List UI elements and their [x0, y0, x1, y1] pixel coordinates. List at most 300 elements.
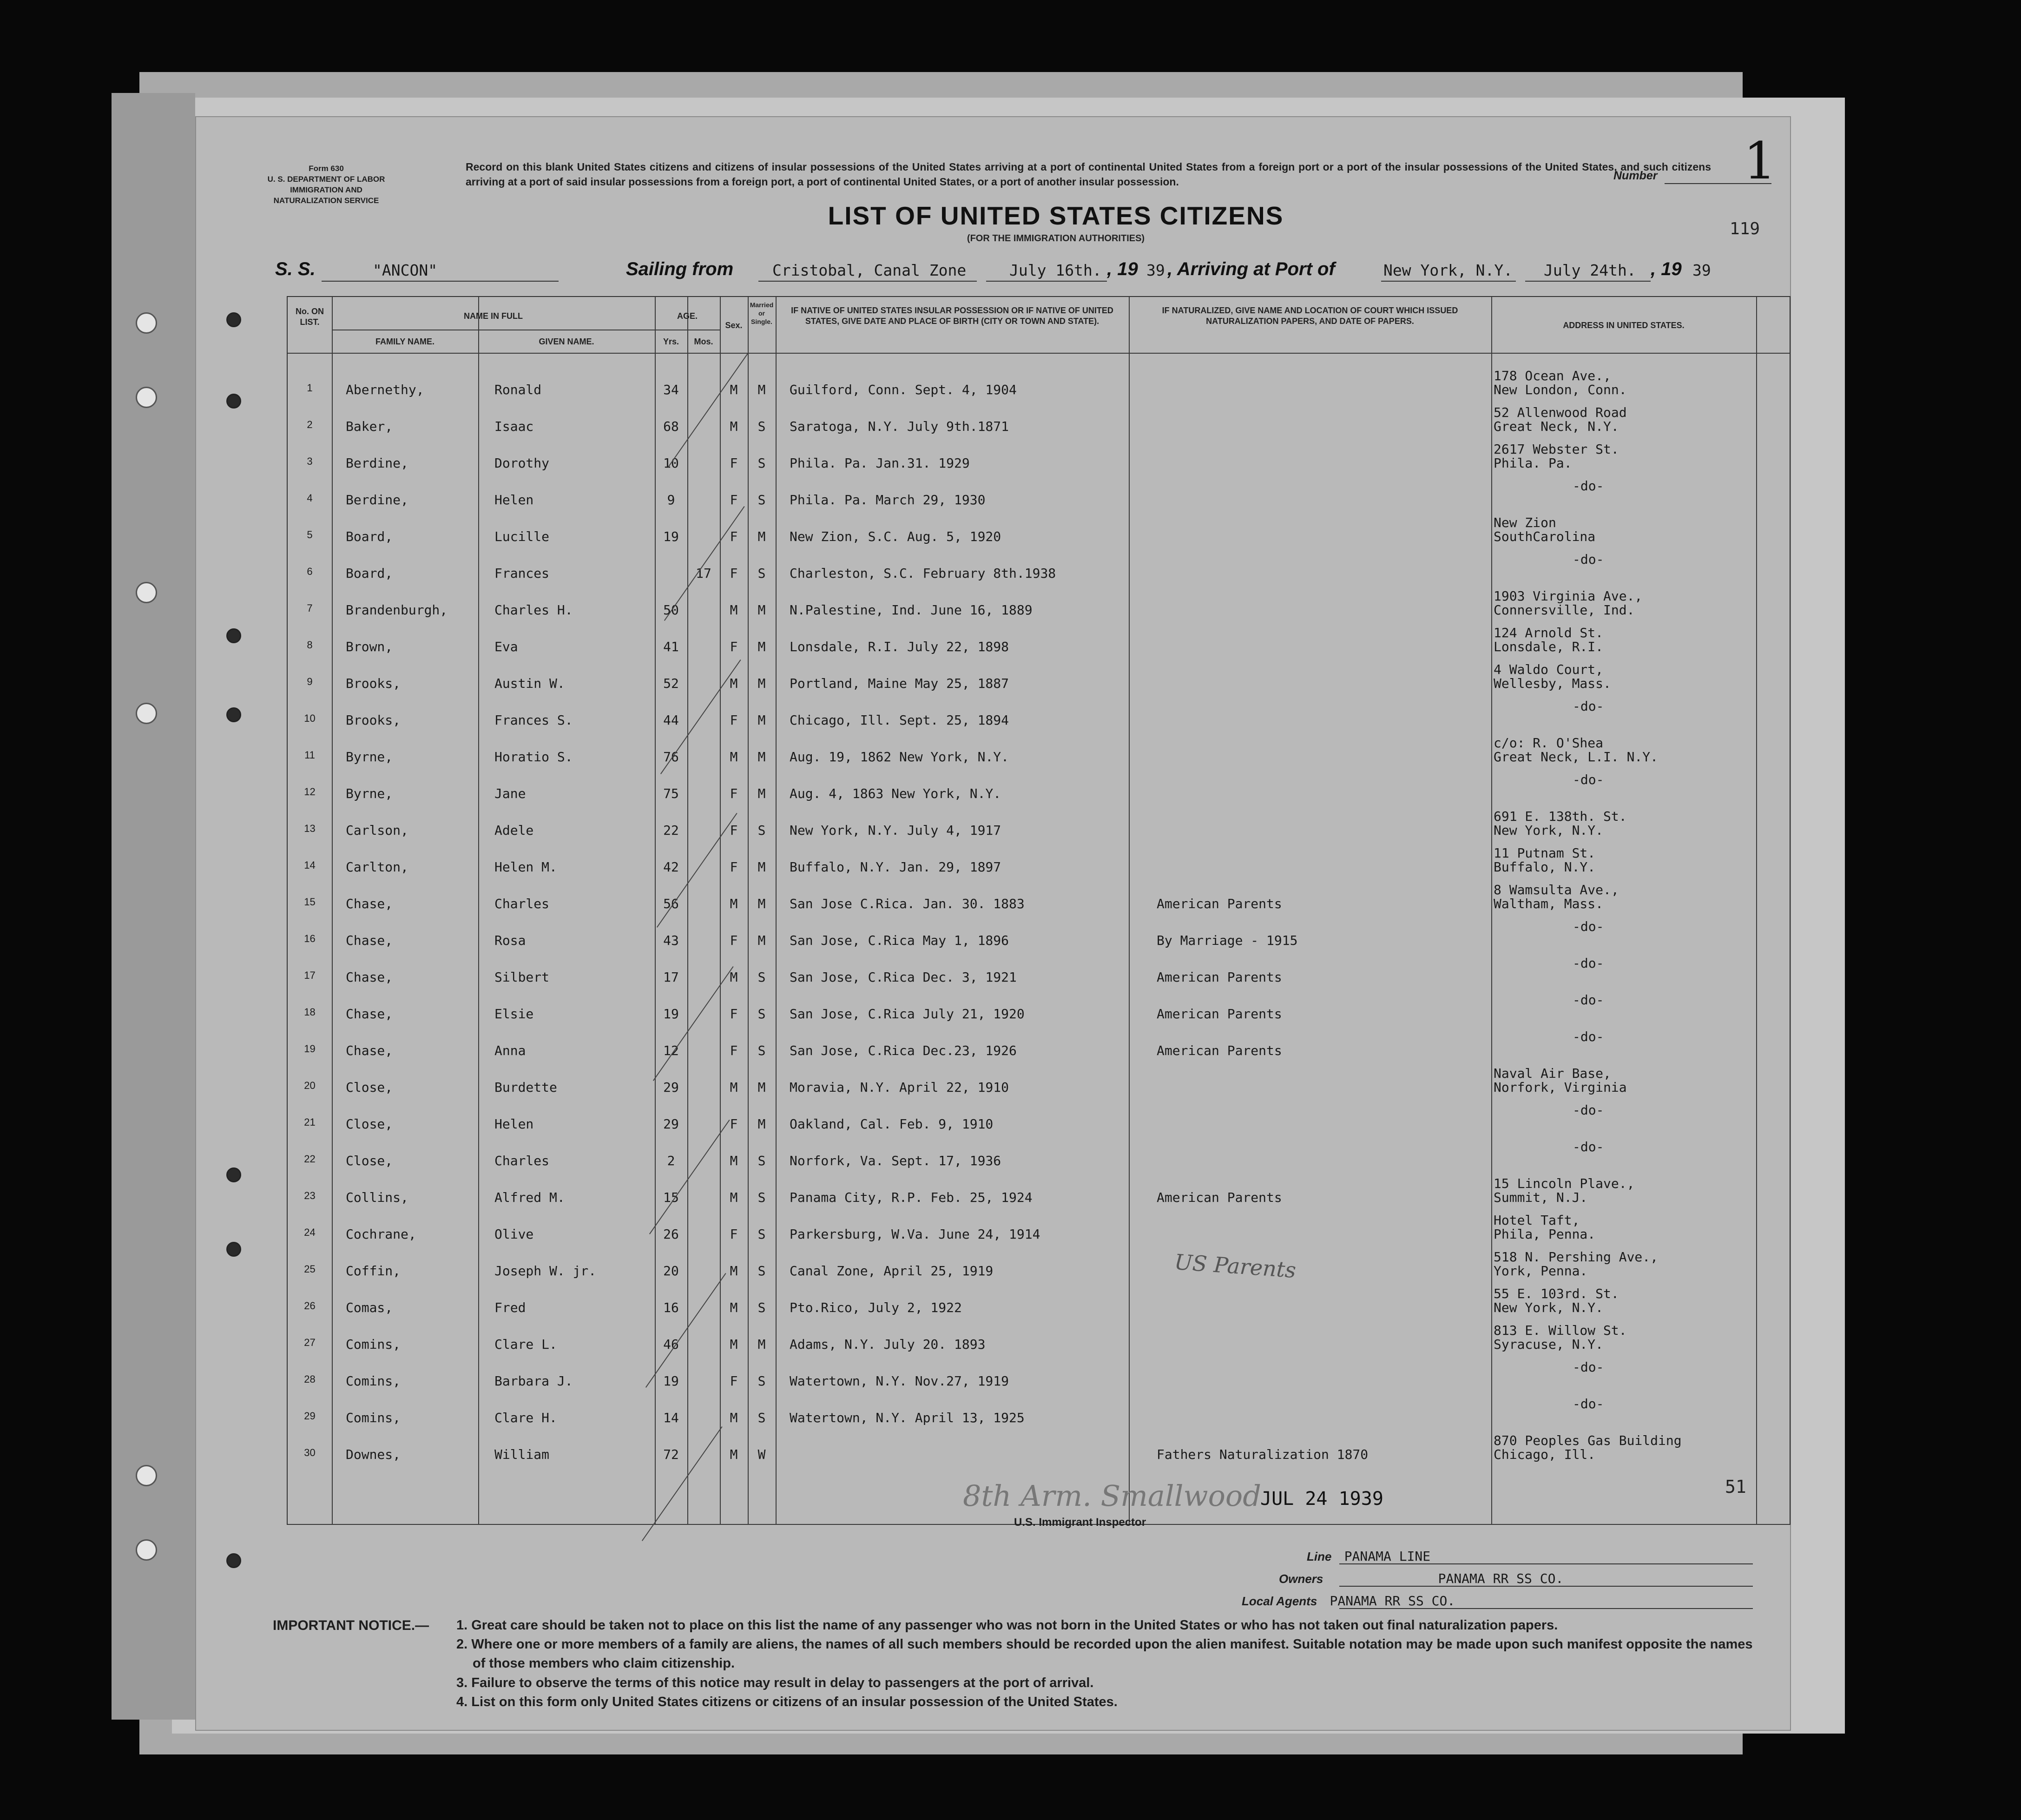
- header-no: No. ON LIST.: [296, 307, 324, 327]
- row-number: 23: [304, 1190, 316, 1201]
- given-name: Helen M.: [494, 859, 557, 875]
- birth-place-date: Watertown, N.Y. April 13, 1925: [790, 1410, 1025, 1425]
- address: [1494, 1434, 1754, 1462]
- age-years: 34: [663, 382, 679, 397]
- birth-place-date: Phila. Pa. March 29, 1930: [790, 492, 986, 508]
- age-years: 16: [663, 1300, 679, 1315]
- address-line-2: Summit, N.J.: [1494, 1190, 1588, 1206]
- punch-hole: [136, 582, 157, 603]
- address-line-1: 124 Arnold St.: [1494, 625, 1604, 640]
- birth-place-date: Pto.Rico, July 2, 1922: [790, 1300, 962, 1315]
- check-mark: [649, 1120, 730, 1234]
- row-number: 8: [307, 639, 313, 651]
- marital-status: S: [757, 1373, 766, 1389]
- birth-place-date: Parkersburg, W.Va. June 24, 1914: [790, 1227, 1040, 1242]
- address-line-2: -do-: [1573, 699, 1604, 714]
- address-line-2: -do-: [1573, 919, 1604, 934]
- sex: M: [730, 1410, 738, 1425]
- address-line-2: -do-: [1573, 552, 1604, 567]
- sex: F: [730, 492, 738, 508]
- address: [1494, 1250, 1754, 1278]
- important-notice: [273, 1616, 1760, 1712]
- address-line-2: Waltham, Mass.: [1494, 896, 1604, 912]
- given-name: Joseph W. jr.: [494, 1263, 597, 1279]
- sex: M: [730, 749, 738, 765]
- sailing-label: Sailing from: [626, 259, 734, 279]
- address: [1494, 1177, 1754, 1205]
- naturalization: American Parents: [1157, 1190, 1282, 1205]
- age-years: 19: [663, 1373, 679, 1389]
- family-name: Close,: [346, 1116, 393, 1132]
- birth-place-date: Adams, N.Y. July 20. 1893: [790, 1337, 986, 1352]
- address-line-2: -do-: [1573, 1139, 1604, 1154]
- sex: F: [730, 712, 738, 728]
- row-number: 14: [304, 859, 316, 871]
- agents-info: [1242, 1593, 1455, 1609]
- address-line-1: c/o: R. O'Shea: [1494, 735, 1604, 751]
- punch-hole: [226, 1167, 241, 1182]
- address: [1494, 1287, 1754, 1315]
- arrival-date: July 24th.: [1544, 261, 1636, 279]
- punch-hole: [136, 387, 157, 408]
- family-name: Baker,: [346, 419, 393, 434]
- address-line-2: SouthCarolina: [1494, 529, 1596, 545]
- sex: F: [730, 1043, 738, 1058]
- family-name: Chase,: [346, 933, 393, 948]
- header-mos: Mos.: [694, 337, 713, 346]
- address-line-1: 8 Wamsulta Ave.,: [1494, 882, 1619, 897]
- col-divider: [776, 297, 777, 1524]
- row-number: 28: [304, 1373, 316, 1385]
- given-name: William: [494, 1447, 550, 1462]
- address: [1494, 1067, 1754, 1095]
- marital-status: M: [757, 639, 766, 654]
- col-divider: [1129, 297, 1130, 1524]
- address: [1494, 516, 1754, 544]
- address: [1494, 883, 1754, 911]
- birth-place-date: San Jose, C.Rica Dec. 3, 1921: [790, 969, 1017, 985]
- naturalization: Fathers Naturalization 1870: [1157, 1447, 1369, 1462]
- handwritten-note: US Parents: [1173, 1249, 1297, 1283]
- address-line-1: Hotel Taft,: [1494, 1213, 1580, 1228]
- address-line-1: 691 E. 138th. St.: [1494, 809, 1627, 824]
- sex: F: [730, 1373, 738, 1389]
- marital-status: S: [757, 1410, 766, 1425]
- birth-place-date: Phila. Pa. Jan.31. 1929: [790, 455, 970, 471]
- owners-label: Owners: [1279, 1572, 1323, 1586]
- punch-hole: [136, 703, 157, 724]
- address: [1494, 589, 1754, 617]
- address: [1494, 1030, 1754, 1044]
- address: [1494, 369, 1754, 397]
- address: [1494, 920, 1754, 934]
- age-years: 22: [663, 823, 679, 838]
- family-name: Board,: [346, 529, 393, 544]
- family-name: Carlton,: [346, 859, 408, 875]
- family-name: Brown,: [346, 639, 393, 654]
- family-name: Comins,: [346, 1337, 401, 1352]
- age-years: 15: [663, 1190, 679, 1205]
- family-name: Chase,: [346, 969, 393, 985]
- address: [1494, 956, 1754, 970]
- sex: F: [730, 1006, 738, 1022]
- given-name: Olive: [494, 1227, 534, 1242]
- birth-place-date: Oakland, Cal. Feb. 9, 1910: [790, 1116, 994, 1132]
- address-line-1: 15 Lincoln Plave.,: [1494, 1176, 1635, 1191]
- birth-place-date: Canal Zone, April 25, 1919: [790, 1263, 994, 1279]
- punch-hole: [226, 312, 241, 327]
- birth-place-date: Buffalo, N.Y. Jan. 29, 1897: [790, 859, 1001, 875]
- marital-status: M: [757, 749, 766, 765]
- row-number: 16: [304, 933, 316, 944]
- birth-place-date: Norfork, Va. Sept. 17, 1936: [790, 1153, 1001, 1168]
- marital-status: M: [757, 676, 766, 691]
- birth-place-date: San Jose, C.Rica July 21, 1920: [790, 1006, 1025, 1022]
- birth-place-date: Charleston, S.C. February 8th.1938: [790, 566, 1056, 581]
- address: [1494, 406, 1754, 434]
- given-name: Ronald: [494, 382, 542, 397]
- given-name: Elsie: [494, 1006, 534, 1022]
- form-number: Form 630: [309, 164, 344, 173]
- given-name: Anna: [494, 1043, 526, 1058]
- age-years: 75: [663, 786, 679, 801]
- age-years: 20: [663, 1263, 679, 1279]
- address-line-2: -do-: [1573, 992, 1604, 1008]
- row-number: 15: [304, 896, 316, 908]
- address-line-2: Phila. Pa.: [1494, 455, 1572, 471]
- ship-name: "ANCON": [373, 261, 438, 279]
- address-line-2: Wellesby, Mass.: [1494, 676, 1611, 692]
- family-name: Close,: [346, 1080, 393, 1095]
- total-count: 51: [1725, 1477, 1746, 1497]
- check-mark: [668, 353, 749, 468]
- line-info: [1307, 1549, 1430, 1564]
- service-name: IMMIGRATION AND NATURALIZATION SERVICE: [273, 185, 379, 205]
- given-name: Alfred M.: [494, 1190, 565, 1205]
- address-line-1: Naval Air Base,: [1494, 1066, 1611, 1081]
- given-name: Rosa: [494, 933, 526, 948]
- page-title: LIST OF UNITED STATES CITIZENS: [828, 201, 1284, 230]
- row-number: 3: [307, 455, 313, 467]
- given-name: Helen: [494, 1116, 534, 1132]
- row-number: 26: [304, 1300, 316, 1312]
- address-line-2: Chicago, Ill.: [1494, 1447, 1596, 1463]
- address-line-2: Lonsdale, R.I.: [1494, 639, 1604, 655]
- departure-port: Cristobal, Canal Zone: [772, 261, 967, 279]
- line-value: PANAMA LINE: [1344, 1549, 1431, 1564]
- address: [1494, 773, 1754, 787]
- given-name: Charles: [494, 896, 550, 911]
- family-name: Cochrane,: [346, 1227, 416, 1242]
- given-name: Isaac: [494, 419, 534, 434]
- age-years: 46: [663, 1337, 679, 1352]
- marital-status: S: [757, 566, 766, 581]
- date-underline: [986, 281, 1107, 282]
- notice-label: IMPORTANT NOTICE.—: [273, 1618, 429, 1633]
- address-line-2: -do-: [1573, 1359, 1604, 1375]
- birth-place-date: San Jose C.Rica. Jan. 30. 1883: [790, 896, 1025, 911]
- age-years: 41: [663, 639, 679, 654]
- address: [1494, 699, 1754, 713]
- birth-place-date: Watertown, N.Y. Nov.27, 1919: [790, 1373, 1009, 1389]
- sex: M: [730, 1080, 738, 1095]
- address: [1494, 1213, 1754, 1241]
- birth-place-date: Aug. 19, 1862 New York, N.Y.: [790, 749, 1009, 765]
- row-number: 12: [304, 786, 316, 798]
- family-name: Brooks,: [346, 712, 401, 728]
- punch-hole: [226, 1553, 241, 1568]
- inspector-signature: 8th Arm. Smallwood: [963, 1479, 1261, 1513]
- age-years: 12: [663, 1043, 679, 1058]
- family-name: Downes,: [346, 1447, 401, 1462]
- marital-status: M: [757, 602, 766, 618]
- owners-info: [1279, 1571, 1563, 1586]
- given-name: Dorothy: [494, 455, 550, 471]
- marital-status: M: [757, 529, 766, 544]
- address-line-1: 813 E. Willow St.: [1494, 1323, 1627, 1338]
- sex: M: [730, 1153, 738, 1168]
- address-line-2: Great Neck, L.I. N.Y.: [1494, 749, 1659, 765]
- birth-place-date: Chicago, Ill. Sept. 25, 1894: [790, 712, 1009, 728]
- arriving-label: , Arriving at Port of: [1167, 259, 1335, 279]
- header-family-name: FAMILY NAME.: [375, 337, 435, 346]
- address: [1494, 1324, 1754, 1352]
- address-line-2: Great Neck, N.Y.: [1494, 419, 1619, 435]
- marital-status: S: [757, 455, 766, 471]
- marital-status: M: [757, 896, 766, 911]
- header-married-single: Married or Single.: [750, 301, 774, 326]
- row-number: 18: [304, 1006, 316, 1018]
- address: [1494, 1103, 1754, 1117]
- sex: M: [730, 1300, 738, 1315]
- address: [1494, 479, 1754, 493]
- age-years: 42: [663, 859, 679, 875]
- arrival-year: 39: [1692, 261, 1711, 279]
- sex: F: [730, 786, 738, 801]
- given-name: Frances: [494, 566, 550, 581]
- notice-item-4: 4. List on this form only United States citizens or citizens of an insular possession of the United States.: [456, 1694, 1118, 1709]
- marital-status: M: [757, 1080, 766, 1095]
- given-name: Barbara J.: [494, 1373, 573, 1389]
- col-divider: [687, 297, 688, 1524]
- punch-hole: [226, 707, 241, 722]
- punch-hole: [136, 1465, 157, 1486]
- row-number: 20: [304, 1080, 316, 1091]
- given-name: Austin W.: [494, 676, 565, 691]
- family-name: Chase,: [346, 1043, 393, 1058]
- naturalization: By Marriage - 1915: [1157, 933, 1298, 948]
- owners-value: PANAMA RR SS CO.: [1438, 1571, 1564, 1586]
- birth-place-date: Moravia, N.Y. April 22, 1910: [790, 1080, 1009, 1095]
- owners-underline: [1339, 1586, 1753, 1587]
- address: [1494, 1397, 1754, 1411]
- marital-status: M: [757, 1337, 766, 1352]
- birth-place-date: Saratoga, N.Y. July 9th.1871: [790, 419, 1009, 434]
- given-name: Lucille: [494, 529, 550, 544]
- address: [1494, 1360, 1754, 1374]
- family-name: Berdine,: [346, 492, 408, 508]
- header-bottom-line: [288, 353, 1790, 354]
- age-years: 72: [663, 1447, 679, 1462]
- row-number: 5: [307, 529, 313, 541]
- header-given-name: GIVEN NAME.: [539, 337, 594, 346]
- sex: F: [730, 455, 738, 471]
- address-line-2: New London, Conn.: [1494, 382, 1627, 398]
- age-years: 29: [663, 1080, 679, 1095]
- given-name: Silbert: [494, 969, 550, 985]
- address-line-2: Buffalo, N.Y.: [1494, 859, 1596, 875]
- sex: M: [730, 676, 738, 691]
- row-number: 29: [304, 1410, 316, 1422]
- address-line-1: 518 N. Pershing Ave.,: [1494, 1249, 1659, 1265]
- given-name: Charles: [494, 1153, 550, 1168]
- given-name: Burdette: [494, 1080, 557, 1095]
- row-number: 7: [307, 602, 313, 614]
- birth-place-date: New Zion, S.C. Aug. 5, 1920: [790, 529, 1001, 544]
- age-years: 43: [663, 933, 679, 948]
- address-line-2: New York, N.Y.: [1494, 1300, 1604, 1316]
- marital-status: S: [757, 419, 766, 434]
- sex: F: [730, 823, 738, 838]
- marital-status: S: [757, 823, 766, 838]
- given-name: Fred: [494, 1300, 526, 1315]
- row-number: 27: [304, 1337, 316, 1348]
- family-name: Brandenburgh,: [346, 602, 448, 618]
- arrival-year-prefix: , 19: [1651, 259, 1682, 279]
- sex: F: [730, 859, 738, 875]
- marital-status: S: [757, 492, 766, 508]
- address: [1494, 1140, 1754, 1154]
- birth-place-date: San Jose, C.Rica Dec.23, 1926: [790, 1043, 1017, 1058]
- header-yrs: Yrs.: [663, 337, 679, 346]
- address-line-1: 52 Allenwood Road: [1494, 405, 1627, 420]
- family-name: Chase,: [346, 1006, 393, 1022]
- header-birth: IF NATIVE OF UNITED STATES INSULAR POSSESSION OR IF NATIVE OF UNITED STATES, GIVE DATE AND PLACE OF BIRTH (CITY OR TOWN AND STATE).: [791, 306, 1113, 326]
- given-name: Horatio S.: [494, 749, 573, 765]
- punch-hole: [226, 1242, 241, 1257]
- arrival-port-underline: [1381, 281, 1516, 282]
- family-name: Comas,: [346, 1300, 393, 1315]
- family-name: Coffin,: [346, 1263, 401, 1279]
- date-stamp: JUL 24 1939: [1260, 1488, 1383, 1510]
- row-number: 22: [304, 1153, 316, 1165]
- manifest-table: [287, 296, 1791, 1525]
- age-years: 2: [667, 1153, 675, 1168]
- number-label: Number: [1613, 169, 1658, 182]
- row-number: 9: [307, 676, 313, 687]
- naturalization: American Parents: [1157, 1006, 1282, 1022]
- address-line-1: 870 Peoples Gas Building: [1494, 1433, 1682, 1448]
- row-number: 21: [304, 1116, 316, 1128]
- row-number: 30: [304, 1447, 316, 1458]
- address: [1494, 736, 1754, 764]
- family-name: Carlson,: [346, 823, 408, 838]
- marital-status: S: [757, 1006, 766, 1022]
- address-line-1: New Zion: [1494, 515, 1556, 530]
- header-naturalized: IF NATURALIZED, GIVE NAME AND LOCATION OF COURT WHICH ISSUED NATURALIZATION PAPERS, AND DATE OF PAPERS.: [1162, 306, 1458, 326]
- punch-hole: [136, 312, 157, 334]
- sex: F: [730, 529, 738, 544]
- family-name: Comins,: [346, 1373, 401, 1389]
- given-name: Frances S.: [494, 712, 573, 728]
- agents-label: Local Agents: [1242, 1594, 1317, 1608]
- age-months: 17: [696, 566, 711, 581]
- col-divider: [1491, 297, 1492, 1524]
- sex: M: [730, 419, 738, 434]
- age-years: 10: [663, 455, 679, 471]
- list-number: 1: [1744, 131, 1776, 191]
- age-years: 56: [663, 896, 679, 911]
- row-number: 24: [304, 1227, 316, 1238]
- notice-item-2: 2. Where one or more members of a family are aliens, the names of all such members should be recorded upon the alien manifest. Suitable notation may be made upon such manifest opposite the names of those members who claim citizenship.: [456, 1637, 1753, 1671]
- row-number: 2: [307, 419, 313, 430]
- address-line-2: New York, N.Y.: [1494, 823, 1604, 838]
- age-years: 50: [663, 602, 679, 618]
- form-instructions: Record on this blank United States citizens and citizens of insular possessions of the United States arriving at a port of continental United States from a foreign port or a port of the insular possessions of the United States, and such citizens arriving at a port of said insular possessions from a foreign port, a port of continental United States, or a port of another insular possession.: [466, 161, 1711, 188]
- age-years: 14: [663, 1410, 679, 1425]
- row-number: 10: [304, 712, 316, 724]
- naturalization: American Parents: [1157, 969, 1282, 985]
- age-years: 19: [663, 1006, 679, 1022]
- family-name: Byrne,: [346, 749, 393, 765]
- family-name: Board,: [346, 566, 393, 581]
- given-name: Helen: [494, 492, 534, 508]
- page-number: 119: [1730, 219, 1760, 238]
- marital-status: M: [757, 859, 766, 875]
- address-line-1: 2617 Webster St.: [1494, 442, 1619, 457]
- agents-value: PANAMA RR SS CO.: [1330, 1593, 1455, 1609]
- marital-status: M: [757, 1116, 766, 1132]
- address: [1494, 810, 1754, 837]
- sex: M: [730, 1263, 738, 1279]
- address: [1494, 993, 1754, 1007]
- row-number: 25: [304, 1263, 316, 1275]
- ss-label: S. S.: [275, 259, 316, 279]
- age-years: 44: [663, 712, 679, 728]
- given-name: Jane: [494, 786, 526, 801]
- check-mark: [645, 1273, 726, 1388]
- age-years: 17: [663, 969, 679, 985]
- notice-item-3: 3. Failure to observe the terms of this notice may result in delay to passengers at the port of arrival.: [456, 1675, 1094, 1690]
- sex: M: [730, 1337, 738, 1352]
- address: [1494, 442, 1754, 470]
- header-sex: Sex.: [725, 321, 743, 330]
- family-name: Brooks,: [346, 676, 401, 691]
- page-subtitle: (FOR THE IMMIGRATION AUTHORITIES): [967, 233, 1145, 244]
- inspector-label: U.S. Immigrant Inspector: [1014, 1516, 1146, 1529]
- header-address: ADDRESS IN UNITED STATES.: [1563, 321, 1685, 330]
- age-years: 19: [663, 529, 679, 544]
- row-number: 17: [304, 969, 316, 981]
- sail-year: 39: [1146, 261, 1165, 279]
- row-number: 6: [307, 566, 313, 577]
- given-name: Adele: [494, 823, 534, 838]
- marital-status: M: [757, 933, 766, 948]
- marital-status: M: [757, 382, 766, 397]
- punch-hole: [226, 628, 241, 643]
- family-name: Close,: [346, 1153, 393, 1168]
- marital-status: M: [757, 786, 766, 801]
- sex: M: [730, 382, 738, 397]
- naturalization: American Parents: [1157, 896, 1282, 911]
- family-name: Comins,: [346, 1410, 401, 1425]
- address-line-1: 11 Putnam St.: [1494, 845, 1596, 861]
- birth-place-date: San Jose, C.Rica May 1, 1896: [790, 933, 1009, 948]
- address: [1494, 626, 1754, 654]
- address-line-2: -do-: [1573, 1102, 1604, 1118]
- row-number: 13: [304, 823, 316, 834]
- family-name: Byrne,: [346, 786, 393, 801]
